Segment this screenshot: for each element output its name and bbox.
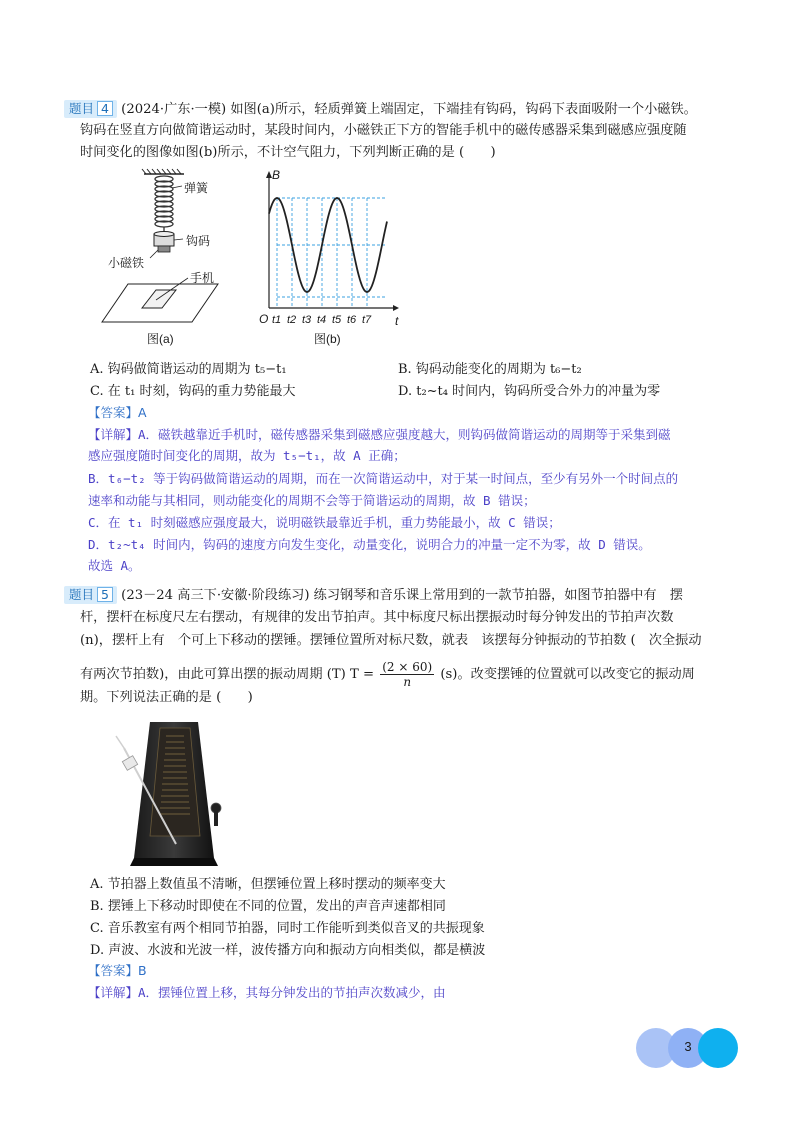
figure-b-sine-graph [255, 166, 405, 334]
q4-option-a: A. 钩码做简谐运动的周期为 t₅−t₁ [90, 362, 287, 377]
q4-option-b: B. 钩码动能变化的周期为 t₆−t₂ [398, 362, 582, 377]
q4-detail-7: 故选 A。 [88, 558, 141, 573]
label-weight: 钩码 [186, 234, 211, 248]
q5-option-d: D. 声波、水波和光波一样，波传播方向和振动方向相类似，都是横波 [90, 943, 486, 958]
tick-label-t7: t7 [362, 314, 372, 326]
figure-b-caption: 图(b) [314, 332, 341, 346]
tick-label-t6: t6 [347, 314, 357, 326]
tick-label-t1: t1 [272, 314, 282, 326]
q5-detail-1: 【详解】A．摆锤位置上移，其每分钟发出的节拍声次数减少，由 [88, 985, 446, 1000]
q4-stem-line-1 [64, 100, 697, 119]
question-tag: 题目 4 [64, 100, 117, 118]
origin-label: O [259, 312, 269, 326]
label-magnet: 小磁铁 [108, 256, 145, 270]
q4-detail-3: B．t₆−t₂ 等于钩码做简谐运动的周期，而在一次简谐运动中，对于某一时间点，至少有另外一个时间点的 [88, 471, 679, 486]
tick-label-t3: t3 [302, 314, 312, 326]
q5-option-b: B. 摆锤上下移动时即使在不同的位置，发出的声音声速都相同 [90, 899, 446, 914]
question-number: 5 [97, 587, 113, 602]
q5-stem-text-4: 有两次节拍数)，由此可算出摆的振动周期 (T) T = [80, 667, 375, 682]
q4-detail-5: C．在 t₁ 时刻磁感应强度最大，说明磁铁最靠近手机，重力势能最小，故 C 错误； [88, 515, 561, 530]
metronome-image [110, 718, 250, 868]
y-axis-label: B [272, 168, 281, 182]
q5-option-a: A. 节拍器上数值虽不清晰，但摆锤位置上移时摆动的频率变大 [90, 877, 446, 892]
label-spring: 弹簧 [184, 181, 209, 195]
q4-stem-line-3: 时间变化的图像如图(b)所示，不计空气阻力，下列判断正确的是 ( ) [80, 145, 496, 160]
formula-denominator: n [403, 675, 412, 689]
q5-stem-line-4 [80, 660, 695, 689]
q5-answer: 【答案】B [88, 963, 147, 978]
q5-stem-line-5: 期。下列说法正确的是 ( ) [80, 690, 253, 705]
tick-label-t4: t4 [317, 314, 327, 326]
tick-label-t5: t5 [332, 314, 342, 326]
question-tag: 题目 5 [64, 586, 117, 604]
q4-detail-2: 感应强度随时间变化的周期，故为 t₅−t₁，故 A 正确； [88, 448, 406, 463]
q4-stem-text-1: (2024·广东·一模) 如图(a)所示，轻质弹簧上端固定，下端挂有钩码，钩码下表面吸附一个小磁铁。 [121, 102, 697, 117]
q4-option-d: D. t₂~t₄ 时间内，钩码所受合外力的冲量为零 [398, 384, 661, 399]
q5-stem-line-1 [64, 586, 683, 605]
q4-detail-1: 【详解】A．磁铁越靠近手机时，磁传感器采集到磁感应强度越大，则钩码做简谐运动的周期等于采集到磁 [88, 427, 671, 442]
q5-stem-text-4-tail: (s)。改变摆锤的位置就可以改变它的振动周 [440, 667, 695, 682]
label-phone: 手机 [190, 271, 215, 285]
figure-a-caption: 图(a) [147, 332, 174, 346]
q4-detail-6: D．t₂~t₄ 时间内，钩码的速度方向发生变化，动量变化，说明合力的冲量一定不为零，故 D 错误。 [88, 537, 651, 552]
q4-option-c: C. 在 t₁ 时刻，钩码的重力势能最大 [90, 384, 296, 399]
period-formula [380, 660, 434, 689]
page-number: 3 [684, 1039, 692, 1054]
question-number: 4 [97, 101, 113, 116]
formula-numerator: (2 × 60) [382, 660, 433, 674]
q4-detail-4: 速率和动能与其相同，则动能变化的周期不会等于简谐运动的周期，故 B 错误； [88, 493, 536, 508]
tick-label-t2: t2 [287, 314, 297, 326]
x-axis-label: t [395, 314, 399, 328]
q4-stem-line-2: 钩码在竖直方向做简谐运动时，某段时间内，小磁铁正下方的智能手机中的磁传感器采集到磁感应强度随 [80, 123, 687, 138]
q5-stem-line-3: (n)，摆杆上有 个可上下移动的摆锤。摆锤位置所对标尺数，就表 该摆每分钟振动的节拍数 ( 次全振动 [80, 633, 702, 648]
q5-stem-line-2: 杆，摆杆在标度尺左右摆动，有规律的发出节拍声。其中标度尺标出摆振动时每分钟发出的节拍声次数 [80, 610, 674, 625]
q5-stem-text-1: (23－24 高三下·安徽·阶段练习) 练习钢琴和音乐课上常用到的一款节拍器，如图节拍器中有 摆 [121, 588, 683, 603]
q4-answer: 【答案】A [88, 405, 147, 420]
q5-option-c: C. 音乐教室有两个相同节拍器，同时工作能听到类似音叉的共振现象 [90, 921, 485, 936]
